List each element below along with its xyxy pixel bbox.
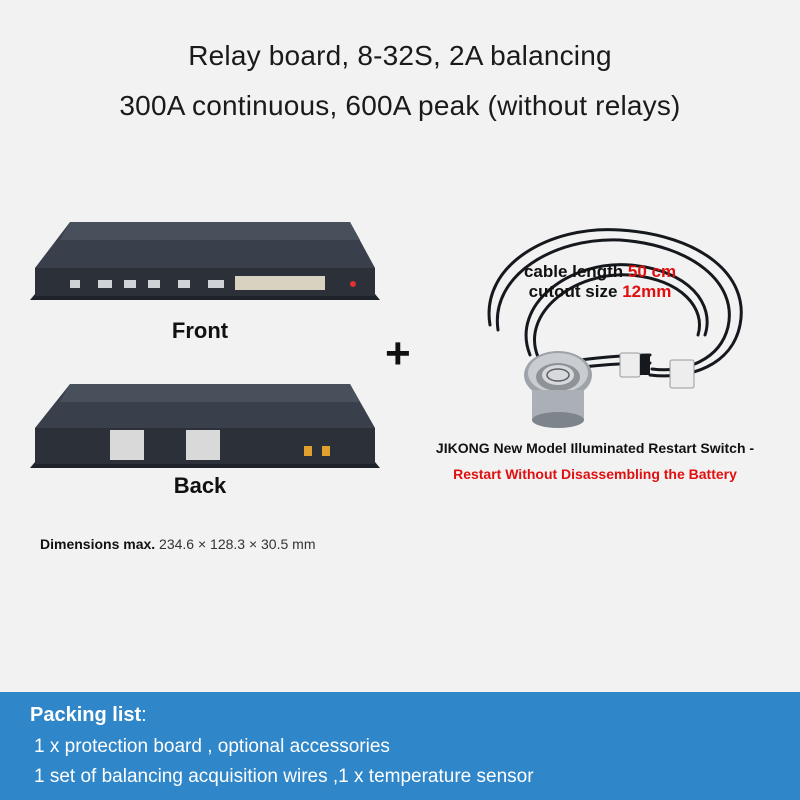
cable-spec-label bbox=[495, 262, 705, 302]
front-label: Front bbox=[171, 318, 229, 343]
dimensions bbox=[40, 536, 316, 552]
cutout-size-label: cutout size bbox=[528, 282, 618, 301]
plus-sign: + bbox=[385, 329, 411, 378]
restart-switch-photo bbox=[470, 205, 760, 435]
cutout-size-value: 12mm bbox=[622, 282, 672, 301]
title-line-2: 300A continuous, 600A peak (without relays) bbox=[119, 90, 681, 121]
cable-length-value: 50 cm bbox=[627, 262, 677, 281]
packing-list-colon: : bbox=[141, 704, 147, 726]
dimensions-label: Dimensions max. bbox=[40, 536, 156, 552]
packing-list-item: 1 set of balancing acquisition wires ,1 x temperature sensor bbox=[34, 766, 534, 787]
title-line-1: Relay board, 8-32S, 2A balancing bbox=[188, 40, 612, 71]
packing-list-panel bbox=[0, 692, 800, 800]
back-label: Back bbox=[173, 473, 227, 498]
packing-list-title bbox=[30, 704, 147, 727]
switch-caption-line-1: JIKONG New Model Illuminated Restart Switch - bbox=[435, 440, 755, 456]
front-photo bbox=[30, 212, 380, 302]
switch-caption-line-2: Restart Without Disassembling the Battery bbox=[453, 466, 737, 482]
back-photo bbox=[30, 380, 380, 470]
packing-list-title-text: Packing list bbox=[30, 704, 142, 726]
cable-length-label: cable length bbox=[523, 262, 624, 281]
packing-list-item: 1 x protection board , optional accessories bbox=[34, 736, 390, 757]
dimensions-value: 234.6 × 128.3 × 30.5 mm bbox=[159, 536, 316, 552]
